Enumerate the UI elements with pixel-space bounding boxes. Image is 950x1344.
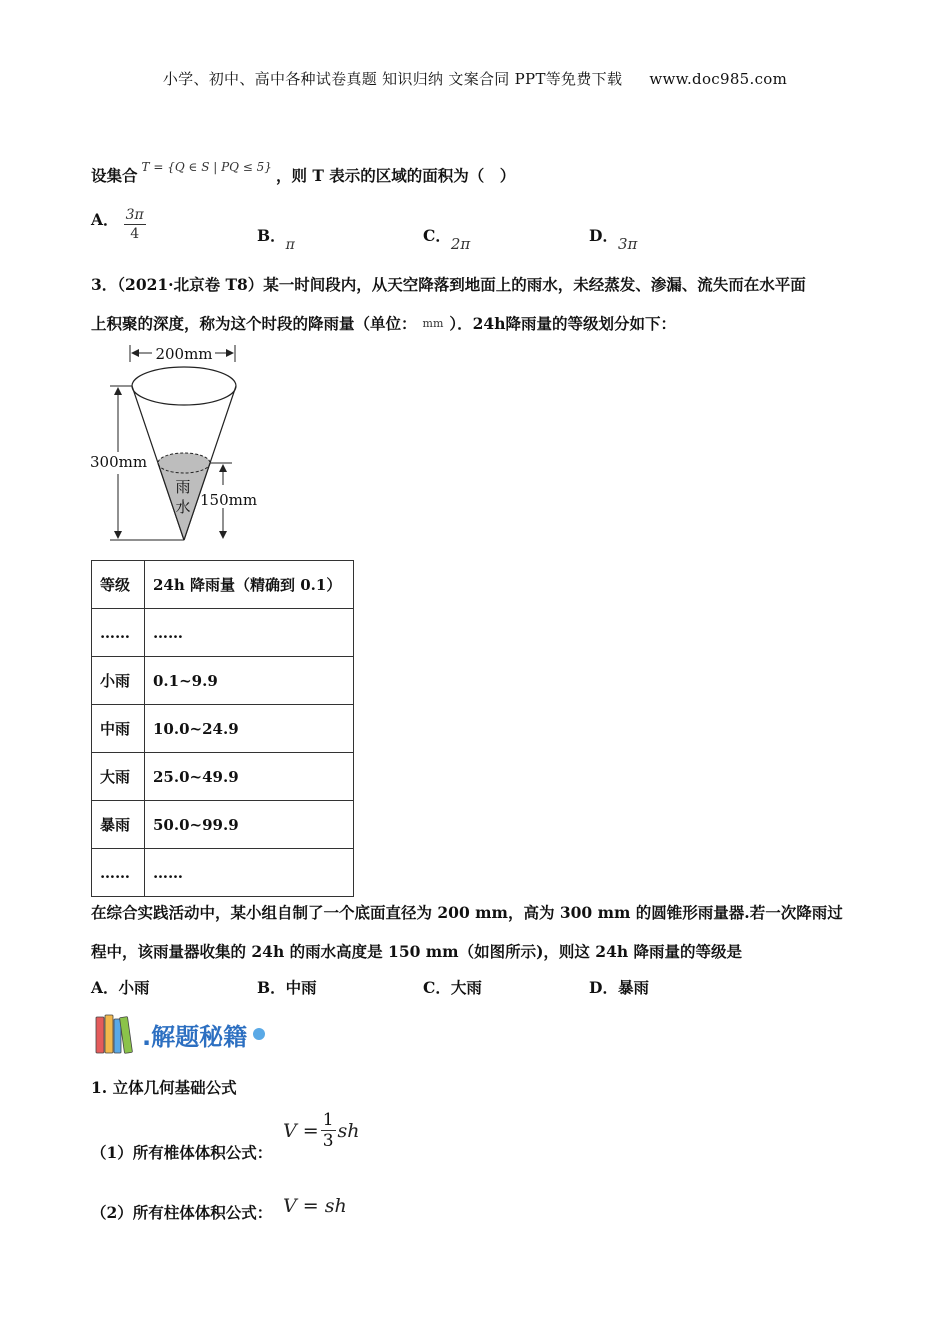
- page-header: [0, 68, 950, 89]
- secret-item-1: 1. 立体几何基础公式: [91, 1078, 237, 1097]
- table-cell: 大雨: [92, 753, 145, 801]
- q2-stem: [91, 160, 515, 186]
- q2-suffix: ，则 T 表示的区域的面积为（ ）: [275, 166, 516, 185]
- q2-option-d: D．3π: [589, 226, 638, 253]
- q3-paragraph-line1: 在综合实践活动中，某小组自制了一个底面直径为 200 mm，高为 300 mm 的圆锥形雨量器.若一次降雨过: [91, 903, 843, 922]
- q3-option-d: D．暴雨: [589, 978, 649, 997]
- formula-1-label: （1）所有椎体体积公式：: [91, 1143, 273, 1162]
- q2-option-b: B．π: [257, 226, 295, 253]
- banner-dot-icon: [253, 1028, 265, 1040]
- water-label-1: 雨: [175, 478, 191, 496]
- rainfall-grade-table: [91, 560, 354, 897]
- table-header-cell: 24h 降雨量（精确到 0.1）: [145, 561, 354, 609]
- table-row: [92, 801, 354, 849]
- q3-paragraph-line2: 程中，该雨量器收集的 24h 的雨水高度是 150 mm（如图所示)，则这 24h 降雨量的等级是: [91, 942, 743, 961]
- q2-option-a-fraction: $\frac{3\pi}{4}$: [125, 207, 144, 242]
- table-cell: 25.0~49.9: [145, 753, 354, 801]
- table-cell: 小雨: [92, 657, 145, 705]
- table-row: [92, 705, 354, 753]
- formula-1: V = $\frac{1}{3}$ sh: [283, 1110, 360, 1151]
- table-row: [92, 657, 354, 705]
- q3-stem-line2: 上积聚的深度，称为这个时段的降雨量（单位： mm ）．24h降雨量的等级划分如下：: [91, 314, 676, 333]
- rain-gauge-figure: [90, 340, 290, 550]
- water-label-2: 水: [175, 498, 191, 516]
- height-label: 300mm: [90, 453, 148, 471]
- books-icon: [94, 1013, 142, 1055]
- table-cell: ……: [92, 609, 145, 657]
- q2-option-a: A． $\frac{3\pi}{4}$: [91, 207, 144, 242]
- q3-unit: mm: [422, 317, 444, 330]
- table-cell: ……: [145, 849, 354, 897]
- table-cell: ……: [145, 609, 354, 657]
- cone-top-ellipse: [132, 367, 236, 405]
- q2-prefix: 设集合: [91, 166, 138, 185]
- formula-2-label: （2）所有柱体体积公式：: [91, 1203, 273, 1222]
- formula-2: V = sh: [283, 1195, 347, 1217]
- secret-banner: [94, 1012, 265, 1056]
- water-surface: [158, 453, 210, 473]
- q3-option-c: C．大雨: [423, 978, 482, 997]
- table-cell: 10.0~24.9: [145, 705, 354, 753]
- table-row: [92, 753, 354, 801]
- table-header-cell: 等级: [92, 561, 145, 609]
- table-row: [92, 849, 354, 897]
- q3-stem-line1: 3．（2021·北京卷 T8）某一时间段内，从天空降落到地面上的雨水，未经蒸发、渗漏、流失而在水平面: [91, 275, 806, 294]
- secret-banner-title: .解题秘籍: [142, 1022, 248, 1051]
- table-cell: 50.0~99.9: [145, 801, 354, 849]
- q2-option-c: C．2π: [423, 226, 471, 253]
- water-height-label: 150mm: [200, 491, 258, 509]
- table-cell: ……: [92, 849, 145, 897]
- q2-set-expression: T = {Q ∈ S | PQ ≤ 5}: [141, 160, 272, 174]
- table-header-row: [92, 561, 354, 609]
- q3-option-a: A．小雨: [91, 978, 150, 997]
- table-cell: 暴雨: [92, 801, 145, 849]
- q3-option-b: B．中雨: [257, 978, 317, 997]
- header-text: 小学、初中、高中各种试卷真题 知识归纳 文案合同 PPT等免费下载: [162, 70, 623, 88]
- table-cell: 中雨: [92, 705, 145, 753]
- diameter-label: 200mm: [155, 345, 213, 363]
- header-site[interactable]: www.doc985.com: [649, 70, 788, 88]
- table-cell: 0.1~9.9: [145, 657, 354, 705]
- table-row: [92, 609, 354, 657]
